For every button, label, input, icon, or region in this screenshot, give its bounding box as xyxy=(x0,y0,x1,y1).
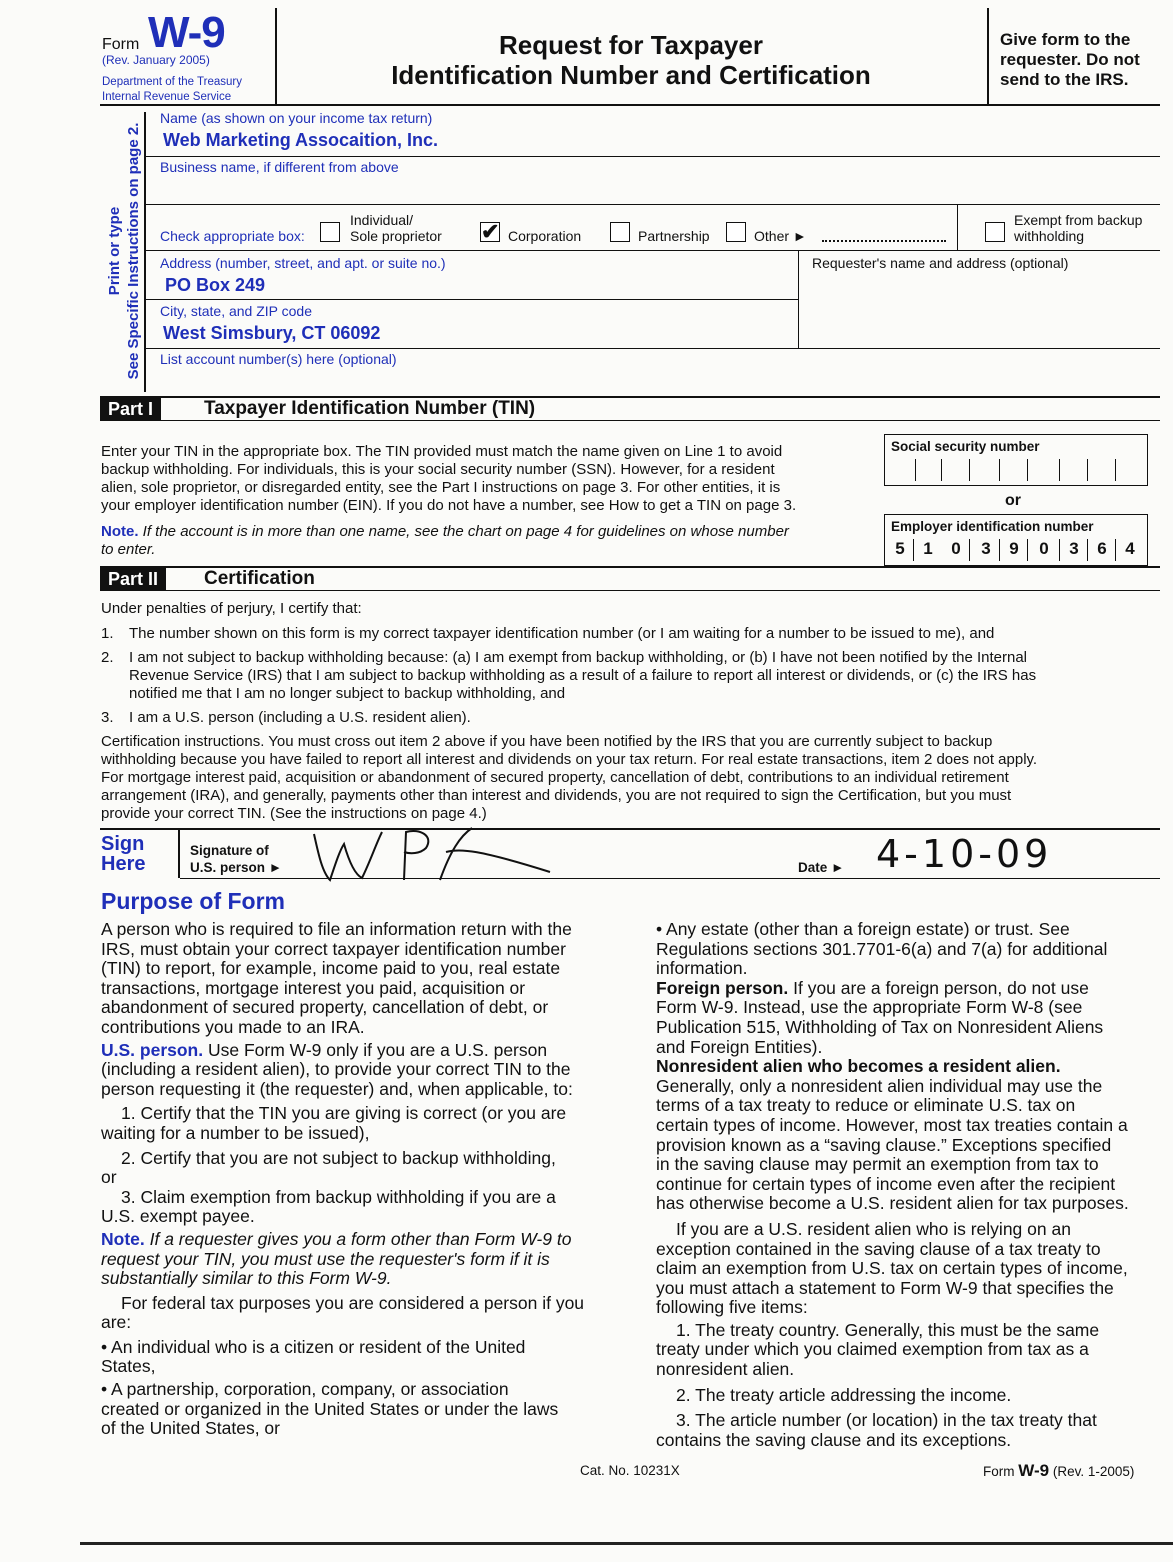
ein-digit: 0 xyxy=(951,539,961,558)
purpose-line: or xyxy=(101,1167,117,1188)
print-or-type-sidebar xyxy=(96,112,146,392)
purpose-line: 3. Claim exemption from backup withholding if you are a xyxy=(121,1186,556,1207)
rule xyxy=(798,250,799,348)
cert-item2-line: I am not subject to backup withholding because: (a) I am exempt from backup withholding, or (b) I have not been notified by the Internal xyxy=(129,649,1028,666)
rule xyxy=(146,299,798,300)
sidebar-line1: Print or type xyxy=(106,206,123,296)
part1-title: Taxpayer Identification Number (TIN) xyxy=(204,398,536,419)
purpose-line: For federal tax purposes you are considered a person if you xyxy=(121,1292,585,1313)
agency: Internal Revenue Service xyxy=(102,91,232,103)
part1-label: Part I xyxy=(100,398,161,420)
purpose-line: Regulations sections 301.7701-6(a) and 7(a) for additional xyxy=(656,938,1108,959)
purpose-line: U.S. exempt payee. xyxy=(101,1206,255,1227)
sign-word: Sign xyxy=(101,833,145,855)
purpose-line: treaty under which you claimed exemption from tax as a xyxy=(656,1339,1089,1360)
purpose-line: Use Form W-9 only if you are a U.S. person xyxy=(207,1039,548,1060)
corporation-checkbox[interactable] xyxy=(480,219,500,244)
partnership-checkbox[interactable] xyxy=(610,222,630,242)
exempt-label1: Exempt from backup xyxy=(1014,212,1143,228)
header-rule xyxy=(100,104,1160,106)
rule xyxy=(178,830,180,878)
purpose-left-column xyxy=(101,920,626,1439)
purpose-line: waiting for a number to be issued), xyxy=(101,1122,370,1143)
check-box-label: Check appropriate box: xyxy=(160,228,305,244)
individual-label1: Individual/ xyxy=(350,212,414,228)
purpose-line: transactions, mortgage interest you paid, acquisition or xyxy=(101,977,526,998)
ein-box[interactable] xyxy=(884,514,1148,566)
cert-item2-line: notified me that I am no longer subject to backup withholding, and xyxy=(129,685,566,702)
purpose-line: of the United States, or xyxy=(101,1418,280,1439)
address-label: Address (number, street, and apt. or suite no.) xyxy=(160,255,446,271)
individual-checkbox[interactable] xyxy=(320,222,340,242)
other-specify-line[interactable] xyxy=(822,240,946,242)
rule xyxy=(146,250,1160,251)
purpose-line: person requesting it (the requester) and, when applicable, to: xyxy=(101,1078,573,1099)
purpose-line: If you are a foreign person, do not use xyxy=(793,977,1089,998)
purpose-line: (including a resident alien), to provide your correct TIN to the xyxy=(101,1059,571,1080)
signature-label-line2: U.S. person ► xyxy=(190,860,283,875)
purpose-line: in the saving clause may permit an exemption from tax to xyxy=(656,1154,1099,1175)
scan-edge xyxy=(80,1542,1173,1545)
form-revision: (Rev. January 2005) xyxy=(102,53,210,67)
ssn-box[interactable] xyxy=(884,434,1148,486)
purpose-line: States, xyxy=(101,1356,156,1377)
part1-text-line: your employer identification number (EIN). If you do not have a number, see How to get a TIN on page 3. xyxy=(101,497,797,514)
part1-text-line: Enter your TIN in the appropriate box. The TIN provided must match the name given on Line 1 to avoid xyxy=(101,443,783,460)
note-line2: to enter. xyxy=(101,541,156,558)
cert-item1: The number shown on this form is my correct taxpayer identification number (or I am waiting for a number to be issued to me), and xyxy=(129,625,995,642)
requester-label: Requester's name and address (optional) xyxy=(812,255,1069,271)
part1-text xyxy=(101,443,881,559)
signature-label-line1: Signature of xyxy=(190,843,269,858)
date-label: Date ► xyxy=(798,860,845,875)
part1-text-line: backup withholding. For individuals, this is your social security number (SSN). However, for a resident xyxy=(101,461,775,478)
or-label: or xyxy=(1005,492,1021,509)
part1-bar xyxy=(100,396,1160,421)
purpose-line: contains the saving clause and its exceptions. xyxy=(656,1429,1012,1450)
foreign-person-heading: Foreign person. xyxy=(656,977,789,998)
purpose-line: you must attach a statement to Form W-9 that specifies the xyxy=(656,1277,1114,1298)
purpose-line: continue for certain types of income even after the recipient xyxy=(656,1173,1116,1194)
part2-title: Certification xyxy=(204,568,315,589)
footer-form xyxy=(983,1461,1134,1481)
ein-digit: 1 xyxy=(923,539,933,558)
purpose-line: claim an exemption from U.S. tax on certain types of income, xyxy=(656,1258,1128,1279)
form-word: Form xyxy=(102,36,140,53)
give-form-note xyxy=(988,8,1173,104)
ein-digit: 4 xyxy=(1125,539,1135,558)
business-name-label: Business name, if different from above xyxy=(160,159,399,175)
purpose-line: following five items: xyxy=(656,1297,808,1318)
purpose-line: 1. Certify that the TIN you are giving is correct (or you are xyxy=(121,1103,567,1124)
purpose-line: If a requester gives you a form other than Form W-9 to xyxy=(149,1228,572,1249)
signature-label xyxy=(190,842,282,876)
ein-digit: 6 xyxy=(1097,539,1107,558)
ein-digit: 3 xyxy=(1069,539,1079,558)
purpose-line: Publication 515, Withholding of Tax on Nonresident Aliens xyxy=(656,1016,1104,1037)
cert-intro: Under penalties of perjury, I certify that: xyxy=(101,600,362,617)
footer-form-number: W-9 xyxy=(1018,1461,1050,1480)
exempt-checkbox[interactable] xyxy=(985,222,1005,242)
certification-text xyxy=(101,600,1161,823)
ein-label: Employer identification number xyxy=(891,519,1094,534)
purpose-line: created or organized in the United States or under the laws xyxy=(101,1398,559,1419)
cert-item-num: 3. xyxy=(101,709,114,726)
part1-text-line: alien, sole proprietor, or disregarded entity, see the Part I instructions on page 3. For other entities, it is xyxy=(101,479,781,496)
purpose-line: certain types of income. However, most tax treaties contain a xyxy=(656,1114,1128,1135)
part2-bar xyxy=(100,566,1160,591)
cert-item2-line: Revenue Service (IRS) that I am subject to backup withholding as a result of a failure to report all interest or dividends, or (c) the IRS has xyxy=(129,667,1037,684)
rule xyxy=(180,878,1160,879)
signature-field[interactable] xyxy=(300,822,600,884)
address-field[interactable]: PO Box 249 xyxy=(165,275,266,295)
cert-instructions-line: provide your correct TIN. (See the instructions on page 4.) xyxy=(101,805,487,822)
cert-item-num: 2. xyxy=(101,649,114,666)
purpose-line: and Foreign Entities). xyxy=(656,1036,823,1057)
footer-form-word: Form xyxy=(983,1464,1015,1479)
purpose-right-column xyxy=(656,920,1166,1450)
purpose-line: 3. The article number (or location) in the tax treaty that xyxy=(676,1410,1097,1431)
city-label: City, state, and ZIP code xyxy=(160,303,313,319)
other-checkbox[interactable] xyxy=(726,222,746,242)
cert-item-num: 1. xyxy=(101,625,114,642)
purpose-line: If you are a U.S. resident alien who is relying on an xyxy=(676,1218,1071,1239)
purpose-heading: Purpose of Form xyxy=(101,888,286,914)
give-line2: requester. Do not xyxy=(1000,50,1140,69)
footer-revision: (Rev. 1-2005) xyxy=(1052,1464,1135,1479)
purpose-line: Form W-9. Instead, use the appropriate Form W-8 (see xyxy=(656,997,1083,1018)
note-bold: Note. xyxy=(101,523,139,540)
ein-digit: 3 xyxy=(981,539,991,558)
purpose-line: are: xyxy=(101,1312,132,1333)
purpose-line: A person who is required to file an information return with the xyxy=(101,919,572,939)
ssn-label: Social security number xyxy=(891,439,1040,454)
purpose-line: • An individual who is a citizen or resident of the United xyxy=(101,1336,526,1357)
rule xyxy=(146,156,1160,157)
purpose-line: 2. Certify that you are not subject to backup withholding, xyxy=(121,1147,556,1168)
purpose-line: information. xyxy=(656,958,748,979)
individual-label2: Sole proprietor xyxy=(350,228,442,244)
purpose-line: Generally, only a nonresident alien individual may use the xyxy=(656,1075,1103,1096)
purpose-line: • Any estate (other than a foreign estate) or trust. See xyxy=(656,919,1070,939)
rule xyxy=(146,204,1160,205)
purpose-line: (TIN) to report, for example, income paid to you, real estate xyxy=(101,958,561,979)
nonresident-alien-heading: Nonresident alien who becomes a resident alien. xyxy=(656,1056,1061,1077)
catalog-number: Cat. No. 10231X xyxy=(580,1463,680,1478)
other-label: Other ► xyxy=(754,228,807,244)
cert-instructions-line: withholding because you have failed to report all interest and dividends on your tax return. For real estate transactions, item 2 does not apply. xyxy=(101,751,1038,768)
exempt-label2: withholding xyxy=(1014,228,1085,244)
sign-here-block xyxy=(101,834,145,874)
purpose-line: contributions you made to an IRA. xyxy=(101,1016,365,1037)
purpose-line: nonresident alien. xyxy=(656,1359,795,1380)
rule xyxy=(100,828,1160,830)
part2-label: Part II xyxy=(100,568,166,590)
purpose-line: has otherwise become a U.S. resident alien for tax purposes. xyxy=(656,1193,1129,1214)
purpose-line: request your TIN, you must use the requester's form if it is xyxy=(101,1248,550,1269)
purpose-line: terms of a tax treaty to reduce or eliminate U.S. tax on xyxy=(656,1095,1076,1116)
date-field[interactable]: 4-10-09 xyxy=(876,832,1053,876)
purpose-line: exception contained in the saving clause of a tax treaty to xyxy=(656,1238,1101,1259)
ein-digit: 5 xyxy=(895,539,905,558)
city-field[interactable]: West Simsbury, CT 06092 xyxy=(163,323,381,343)
cert-instructions-line: arrangement (IRA), and generally, payments other than interest and dividends, you are not required to sign the Certification, but you must xyxy=(101,787,1012,804)
checkmark-icon: ✔ xyxy=(481,219,500,244)
purpose-line: IRS, must obtain your correct taxpayer identification number xyxy=(101,938,566,959)
name-label: Name (as shown on your income tax return) xyxy=(160,110,433,126)
us-person-heading: U.S. person. xyxy=(101,1039,204,1060)
purpose-line: substantially similar to this Form W-9. xyxy=(101,1268,392,1289)
form-title-line2: Identification Number and Certification xyxy=(391,60,871,90)
account-label: List account number(s) here (optional) xyxy=(160,351,397,367)
form-id-block xyxy=(100,8,277,104)
department: Department of the Treasury xyxy=(102,76,242,88)
purpose-line: abandonment of secured property, cancellation of debt, or xyxy=(101,997,549,1018)
partnership-label: Partnership xyxy=(638,228,710,244)
purpose-line: 2. The treaty article addressing the income. xyxy=(676,1384,1012,1405)
ein-digit: 9 xyxy=(1009,539,1019,558)
rule xyxy=(957,204,958,250)
cert-instructions-line: Certification instructions. You must cross out item 2 above if you have been notified by the IRS that you are currently subject to backup xyxy=(101,733,993,750)
note-line1: If the account is in more than one name, see the chart on page 4 for guidelines on whose number xyxy=(142,523,789,540)
ein-digit: 0 xyxy=(1039,539,1049,558)
purpose-line: provision known as a “saving clause.” Exceptions specified xyxy=(656,1134,1112,1155)
corporation-label: Corporation xyxy=(508,228,582,244)
purpose-line: 1. The treaty country. Generally, this must be the same xyxy=(676,1319,1100,1340)
rule xyxy=(146,348,1160,349)
note-heading: Note. xyxy=(101,1228,145,1249)
name-field[interactable]: Web Marketing Assocaition, Inc. xyxy=(163,130,439,150)
here-word: Here xyxy=(101,853,146,875)
form-number: W-9 xyxy=(148,8,225,57)
cert-instructions-line: For mortgage interest paid, acquisition or abandonment of secured property, cancellation of debt, contributions to an individual retirement xyxy=(101,769,1009,786)
cert-item3: I am a U.S. person (including a U.S. resident alien). xyxy=(129,709,471,726)
give-line1: Give form to the xyxy=(1000,30,1131,49)
purpose-line: • A partnership, corporation, company, or association xyxy=(101,1379,509,1400)
sidebar-line2: See Specific Instructions on page 2. xyxy=(125,122,142,380)
form-title-block xyxy=(275,8,989,104)
form-title-line1: Request for Taxpayer xyxy=(499,30,763,60)
give-line3: send to the IRS. xyxy=(1000,70,1129,89)
